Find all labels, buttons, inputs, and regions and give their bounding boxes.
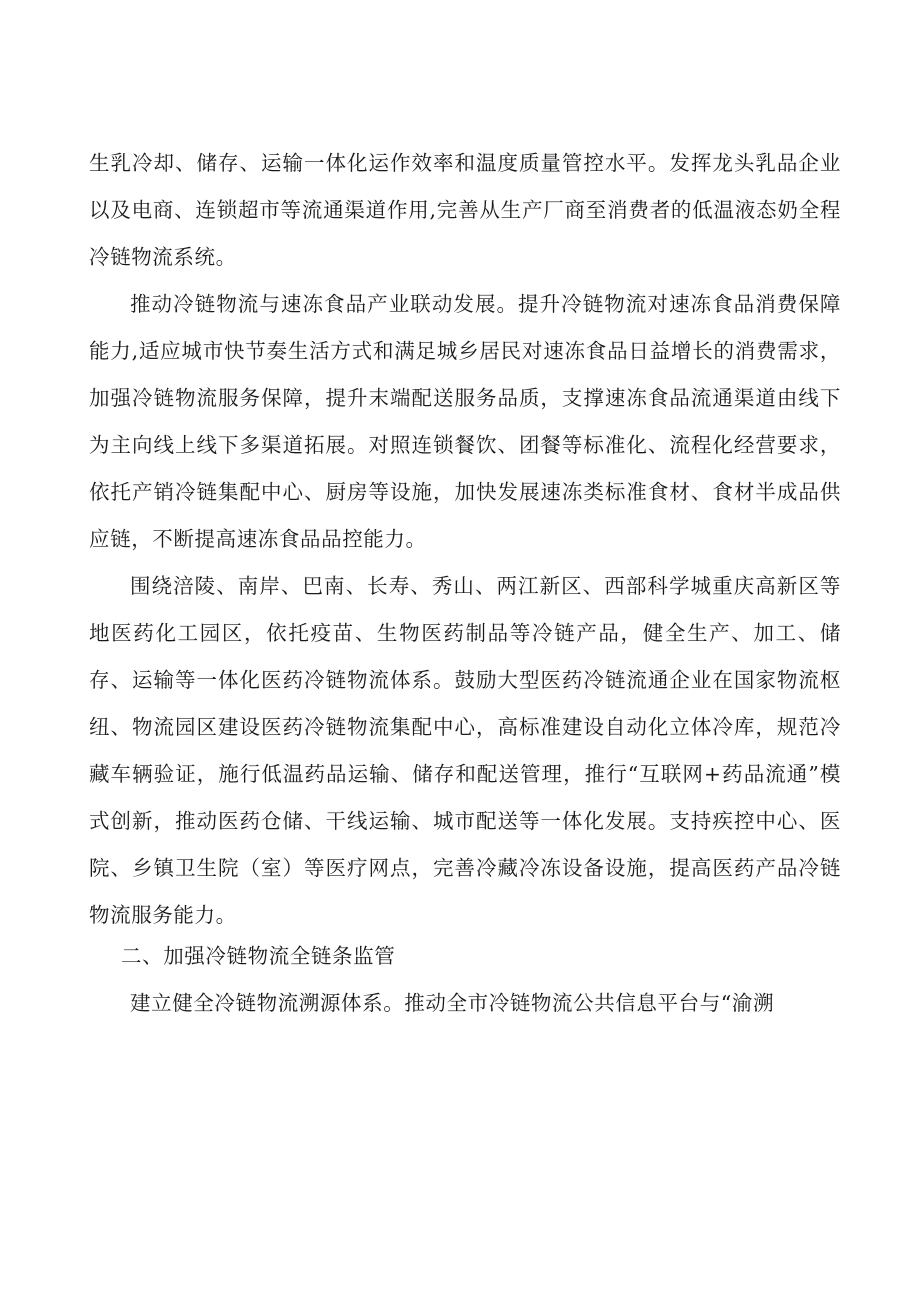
paragraph-traceability: 建立健全冷链物流溯源体系。推动全市冷链物流公共信息平台与“渝溯 — [130, 991, 775, 1015]
section-heading-supervision: 二、加强冷链物流全链条监管 — [121, 944, 396, 968]
paragraph-pharma-cold-chain: 围绕涪陵、南岸、巴南、长寿、秀山、两江新区、西部科学城重庆高新区等地医药化工园区，依托疫苗、生物医药制品等冷链产品，健全生产、加工、储存、运输等一体化医药冷链物流体系。鼓励大型医药冷链流通企业在国家物流枢纽、物流园区建设医药冷链物流集配中心，高标准建设自动化立体冷库，规范冷藏车辆验证，施行低温药品运输、储存和配送管理，推行“互联网+药品流通”模式创新，推动医药仓储、干线运输、城市配送等一体化发展。支持疾控中心、医院、乡镇卫生院（室）等医疗网点，完善冷藏冷冻设备设施，提高医药产品冷链物流服务能力。 — [89, 574, 841, 927]
paragraph-dairy-cold-chain: 生乳冷却、储存、运输一体化运作效率和温度质量管控水平。发挥龙头乳品企业以及电商、连锁超市等流通渠道作用,完善从生产厂商至消费者的低温液态奶全程冷链物流系统。 — [89, 151, 841, 269]
paragraph-frozen-food: 推动冷链物流与速冻食品产业联动发展。提升冷链物流对速冻食品消费保障能力,适应城市快节奏生活方式和满足城乡居民对速冻食品日益增长的消费需求，加强冷链物流服务保障，提升末端配送服务品质，支撑速冻食品流通渠道由线下为主向线上线下多渠道拓展。对照连锁餐饮、团餐等标准化、流程化经营要求，依托产销冷链集配中心、厨房等设施，加快发展速冻类标准食材、食材半成品供应链，不断提高速冻食品品控能力。 — [89, 292, 841, 551]
document-body — [89, 140, 841, 1027]
